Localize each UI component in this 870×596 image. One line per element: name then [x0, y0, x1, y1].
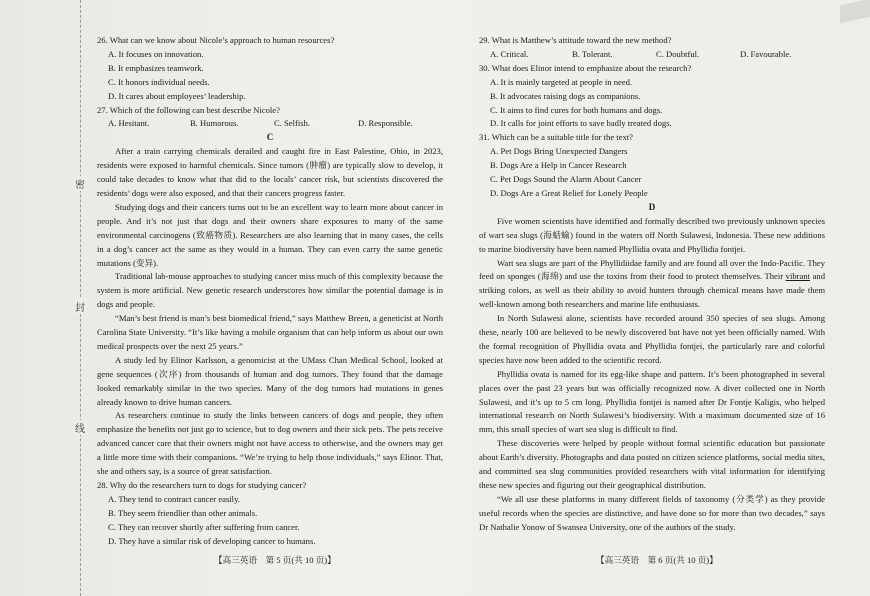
passage-d-para-5: These discoveries were helped by people without formal scientific education but passionate about Earth’s diversity. Photographs and data posted on citizen science platforms, social media sites, and committed sea slug communities provided researchers with vital information for identifying these new species and figuring out their geographical distribution. — [479, 438, 825, 490]
q30-option-a: A. It is mainly targeted at people in need. — [490, 76, 633, 87]
q26-stem: 26. What can we know about Nicole’s approach to human resources? — [97, 35, 335, 45]
passage-c-para-3: Traditional lab-mouse approaches to studying cancer miss much of this complexity because the system is more artificial. New genetic research underscores how similar the potential damage is in dogs and people. — [97, 271, 443, 310]
passage-c-para-6: As researchers continue to study the links between cancers of dogs and people, they often emphasize the benefits not just go to science, but to dog owners and their sick pets. The pets receive advanced cancer care that their owners might not have access to otherwise, and the owners may get a little more time with their companions. “We’re trying to help those individuals,” says Elinor. That, she and others say, is a source of great satisfaction. — [97, 410, 443, 477]
q26-option-a: A. It focuses on innovation. — [108, 48, 204, 59]
q29-option-a: A. Critical. — [490, 48, 529, 59]
section-c-heading: C — [266, 132, 274, 143]
q26-option-b: B. It emphasizes teamwork. — [108, 62, 204, 73]
q30-option-b: B. It advocates raising dogs as companions. — [490, 90, 641, 101]
section-d-heading: D — [648, 201, 656, 212]
underlined-word: vibrant — [785, 271, 811, 282]
q31-option-d: D. Dogs Are a Great Relief for Lonely People — [490, 187, 648, 198]
q31-option-c: C. Pet Dogs Sound the Alarm About Cancer — [490, 174, 642, 185]
margin-char-xian: 线 — [73, 420, 87, 435]
q29-stem: 29. What is Matthew’s attitude toward the new method? — [479, 35, 672, 45]
footer-page-6: 【高三英语 第 6 页(共 10 页)】 — [596, 555, 718, 565]
page-corner-fold — [840, 0, 870, 23]
q27-option-d: D. Responsible. — [358, 118, 413, 129]
passage-d-para-4: Phyllidia ovata is named for its egg-like shape and pattern. It’s been photographed in several places over the past 23 years but was officially recognized now. A diver collected one in North Sulawesi, and it’s up to 5 cm long. Phyllidia fontjei is named after Dr Fontje Kaligis, who helped international research on North Sulawesi’s biodiversity. With a maximum documented size of 16 mm, this small species of wart sea slug is difficult to find. — [479, 368, 825, 435]
passage-d-para-6: “We all use these platforms in many different fields of taxonomy (分类学) as they provide useful records when the species are distinctive, and have done so for more than two decades,” says Dr Nathalie Yonow of Swansea University, one of the authors of the study. — [479, 493, 825, 532]
q30-option-c: C. It aims to find cures for both humans and dogs. — [490, 104, 663, 115]
q26-option-c: C. It honors individual needs. — [108, 76, 210, 87]
q28-stem: 28. Why do the researchers turn to dogs for studying cancer? — [97, 480, 307, 490]
footer-page-5: 【高三英语 第 5 页(共 10 页)】 — [214, 555, 336, 565]
q27-stem: 27. Which of the following can best describe Nicole? — [97, 104, 280, 115]
q28-option-d: D. They have a similar risk of developing cancer to humans. — [108, 535, 316, 546]
passage-d-para-1: Five women scientists have identified and formally described two previously unknown species of wart sea slugs (海蛞蝓) found in the waters off North Sulawesi, Indonesia. These new additions to marine biodiversity have been named Phyllidia ovata and Phyllidia fontjei. — [479, 215, 825, 254]
q28-option-b: B. They seem friendlier than other animals. — [108, 507, 258, 518]
binding-margin — [0, 0, 96, 596]
q31-stem: 31. Which can be a suitable title for the text? — [479, 132, 633, 143]
q28-option-c: C. They can recover shortly after suffering from cancer. — [108, 521, 300, 532]
q27-option-a: A. Hesitant. — [108, 118, 150, 129]
q30-stem: 30. What does Elinor intend to emphasize about the research? — [479, 62, 692, 73]
q30-option-d: D. It calls for joint efforts to save badly treated dogs. — [490, 118, 672, 129]
passage-d-para-3: In North Sulawesi alone, scientists have recorded around 350 species of sea slugs. Among these, nearly 100 are believed to be newly discovered but have not yet been officially named. With the formal recognition of Phyllidia ovata and Phyllidia fontjei, the particularly rare and colorful species have now been added to the scientific record. — [479, 313, 825, 365]
passage-c-para-2: Studying dogs and their cancers turns out to be an excellent way to learn more about cancer in people. And it’s not just that dogs and their owners share exposures to many of the same environmental carcinogens (致癌物质). Researchers are also learning that in many cases, the cells in a dog’s cancer act the same as they would in a human. They can even carry the same genetic mutations (变异). — [97, 201, 443, 268]
q27-option-c: C. Selfish. — [274, 118, 311, 129]
q26-option-d: D. It cares about employees’ leadership. — [108, 90, 246, 101]
q29-options — [479, 48, 825, 62]
passage-c-para-1: After a train carrying chemicals derailed and caught fire in East Palestine, Ohio, in 2023, residents were exposed to harmful chemicals. Since tumors (肿瘤) are typically slow to develop, it could take decades to know what that did to the locals’ cancer risk, but scientists discovered the residents’ dogs were also exposed, and that their cancers progress faster. — [97, 146, 443, 198]
q28-option-a: A. They tend to contract cancer easily. — [108, 493, 240, 504]
q31-option-a: A. Pet Dogs Bring Unexpected Dangers — [490, 146, 628, 157]
q27-options — [97, 117, 443, 131]
margin-char-mi: 密 — [73, 176, 87, 191]
margin-char-feng: 封 — [73, 299, 87, 314]
passage-d-para-2: Wart sea slugs are part of the Phyllidiidae family and are found all over the Indo-Pacific. They feed on sponges (海绵) and use the toxins from their food to protect themselves. Their vibrant and striking colors, as well as their ability to avoid hunters through chemical means have made them well-known among both researchers and marine life enthusiasts. — [479, 257, 825, 310]
right-column — [479, 34, 825, 535]
passage-c-para-4: “Man’s best friend is man’s best biomedical friend,” says Matthew Breen, a geneticist at North Carolina State University. “It’s like having a mobile organism that can help inform us about our own medical prospects over the next 25 years.” — [97, 313, 443, 351]
seal-dashed-line — [80, 0, 81, 596]
passage-c-para-5: A study led by Elinor Karlsson, a genomicist at the UMass Chan Medical School, looked at gene sequences (次序) from thousands of human and dog tumors. They found that the damage looked remarkably similar in the two species. Many of the dog tumors had mutations in genes already known to drive human cancers. — [97, 354, 443, 407]
q29-option-c: C. Doubtful. — [656, 48, 700, 59]
left-column — [97, 34, 443, 549]
q29-option-d: D. Favourable. — [740, 48, 792, 59]
q27-option-b: B. Humorous. — [190, 118, 239, 129]
q29-option-b: B. Tolerant. — [572, 48, 613, 59]
q31-option-b: B. Dogs Are a Help in Cancer Research — [490, 160, 627, 171]
